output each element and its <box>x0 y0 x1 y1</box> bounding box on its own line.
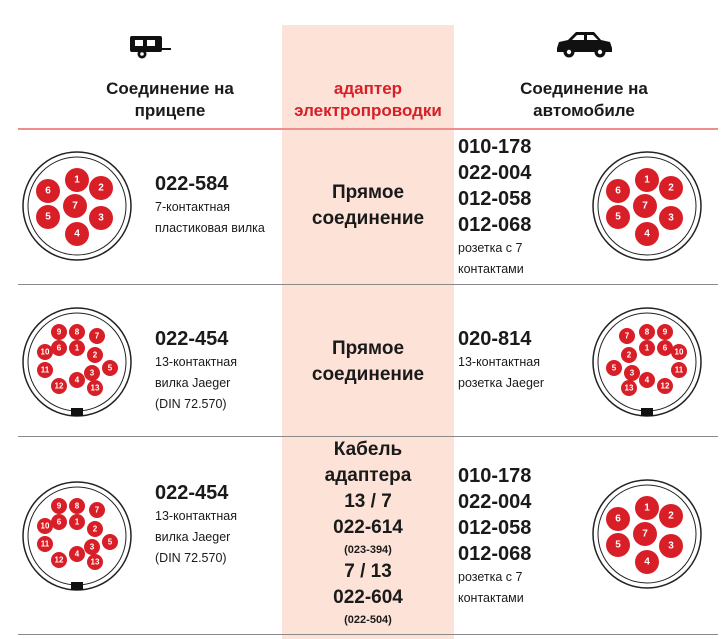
svg-text:3: 3 <box>89 542 95 552</box>
svg-text:3: 3 <box>668 212 674 224</box>
adapter-text: адаптера <box>324 465 412 486</box>
svg-text:1: 1 <box>74 343 80 353</box>
svg-text:6: 6 <box>662 343 668 353</box>
svg-text:2: 2 <box>92 350 98 360</box>
svg-text:13: 13 <box>624 383 634 393</box>
adapter-info <box>282 437 454 629</box>
svg-text:4: 4 <box>74 228 80 240</box>
svg-text:13: 13 <box>90 557 100 567</box>
svg-text:3: 3 <box>668 540 674 552</box>
header-text: прицепе <box>134 101 206 120</box>
svg-text:11: 11 <box>40 539 50 549</box>
part-code: 022-454 <box>155 328 229 350</box>
adapter-text: соединение <box>311 208 425 229</box>
svg-text:3: 3 <box>629 368 635 378</box>
part-code: 022-004 <box>458 162 532 184</box>
svg-text:4: 4 <box>644 228 650 240</box>
part-desc: розетка с 7 <box>458 241 523 255</box>
svg-text:7: 7 <box>624 331 630 341</box>
adapter-text: соединение <box>311 364 425 385</box>
part-code: 012-058 <box>458 517 532 539</box>
svg-text:1: 1 <box>644 343 650 353</box>
row-divider <box>18 634 718 635</box>
svg-text:5: 5 <box>615 539 621 551</box>
svg-text:6: 6 <box>615 185 621 197</box>
svg-text:7: 7 <box>642 200 648 212</box>
svg-text:7: 7 <box>94 331 100 341</box>
svg-text:8: 8 <box>74 501 80 511</box>
part-code: 022-004 <box>458 491 532 513</box>
svg-text:8: 8 <box>644 327 650 337</box>
part-code: 012-068 <box>458 214 532 236</box>
svg-text:2: 2 <box>626 350 632 360</box>
part-desc: контактами <box>458 591 524 605</box>
svg-text:5: 5 <box>615 211 621 223</box>
header-text: электропроводки <box>294 101 442 120</box>
svg-text:6: 6 <box>56 343 62 353</box>
svg-text:12: 12 <box>54 381 64 391</box>
part-code: 012-058 <box>458 188 532 210</box>
header-text: автомобиле <box>533 101 635 120</box>
vehicle-connection-header <box>464 78 704 122</box>
part-desc: пластиковая вилка <box>155 221 265 235</box>
part-desc: 13-контактная <box>458 355 541 369</box>
adapter-text: 7 / 13 <box>344 561 392 582</box>
svg-text:5: 5 <box>611 363 617 373</box>
svg-text:5: 5 <box>45 211 51 223</box>
svg-text:5: 5 <box>107 537 113 547</box>
header-divider <box>18 128 718 130</box>
svg-text:11: 11 <box>674 365 684 375</box>
part-desc: розетка с 7 <box>458 570 523 584</box>
svg-text:8: 8 <box>74 327 80 337</box>
adapter-text: Кабель <box>333 439 403 460</box>
part-desc: (DIN 72.570) <box>155 397 227 411</box>
svg-text:10: 10 <box>40 347 50 357</box>
trailer-info <box>155 480 237 569</box>
svg-text:7: 7 <box>642 528 648 540</box>
part-code: 012-068 <box>458 543 532 565</box>
trailer-info <box>155 326 237 415</box>
svg-text:7: 7 <box>94 505 100 515</box>
part-desc: контактами <box>458 262 524 276</box>
part-desc: 13-контактная <box>155 355 238 369</box>
part-desc: 13-контактная <box>155 509 238 523</box>
part-code: 020-814 <box>458 328 532 350</box>
svg-text:1: 1 <box>644 174 650 186</box>
svg-text:6: 6 <box>45 185 51 197</box>
svg-text:4: 4 <box>74 549 80 559</box>
trailer-info <box>155 171 265 239</box>
adapter-text: (023-394) <box>344 544 392 556</box>
svg-text:2: 2 <box>92 524 98 534</box>
header-text: адаптер <box>333 79 403 98</box>
vehicle-info <box>458 134 531 280</box>
adapter-text: 022-604 <box>333 587 403 608</box>
svg-text:5: 5 <box>107 363 113 373</box>
connector-7-pin-icon <box>591 478 703 590</box>
svg-text:4: 4 <box>644 556 650 568</box>
adapter-text: Прямое <box>331 338 405 359</box>
svg-text:12: 12 <box>54 555 64 565</box>
adapter-text: 13 / 7 <box>344 491 392 512</box>
part-desc: 7-контактная <box>155 200 231 214</box>
part-code: 010-178 <box>458 136 532 158</box>
adapter-info <box>282 180 454 232</box>
svg-text:1: 1 <box>644 502 650 514</box>
svg-text:12: 12 <box>660 381 670 391</box>
header-text: Соединение на <box>106 79 234 98</box>
svg-text:9: 9 <box>662 327 668 337</box>
trailer-icon <box>128 34 172 60</box>
part-code: 010-178 <box>458 465 532 487</box>
svg-text:4: 4 <box>74 375 80 385</box>
trailer-connection-header <box>70 78 270 122</box>
connector-13-pin-icon <box>591 306 703 418</box>
connector-13-pin-icon <box>21 480 133 592</box>
svg-text:2: 2 <box>668 182 674 194</box>
svg-text:1: 1 <box>74 517 80 527</box>
connector-7-pin-icon <box>591 150 703 262</box>
car-icon <box>554 28 614 60</box>
part-code: 022-584 <box>155 173 229 195</box>
adapter-info <box>282 336 454 388</box>
adapter-text: 022-614 <box>333 517 403 538</box>
part-desc: вилка Jaeger <box>155 376 231 390</box>
svg-text:10: 10 <box>40 521 50 531</box>
part-code: 022-454 <box>155 482 229 504</box>
adapter-text: (022-504) <box>344 614 392 626</box>
svg-text:4: 4 <box>644 375 650 385</box>
svg-text:10: 10 <box>674 347 684 357</box>
svg-text:1: 1 <box>74 174 80 186</box>
svg-text:7: 7 <box>72 200 78 212</box>
adapter-text: Прямое <box>331 182 405 203</box>
svg-text:2: 2 <box>98 182 104 194</box>
svg-text:6: 6 <box>56 517 62 527</box>
connector-7-pin-icon <box>21 150 133 262</box>
svg-text:6: 6 <box>615 513 621 525</box>
row-divider <box>18 284 718 285</box>
svg-text:3: 3 <box>89 368 95 378</box>
svg-text:9: 9 <box>56 501 62 511</box>
vehicle-info <box>458 463 531 609</box>
part-desc: вилка Jaeger <box>155 530 231 544</box>
part-desc: розетка Jaeger <box>458 376 545 390</box>
svg-text:11: 11 <box>40 365 50 375</box>
connector-13-pin-icon <box>21 306 133 418</box>
adapter-header <box>282 78 454 122</box>
svg-text:13: 13 <box>90 383 100 393</box>
part-desc: (DIN 72.570) <box>155 551 227 565</box>
header-text: Соединение на <box>520 79 648 98</box>
vehicle-info <box>458 326 544 394</box>
svg-text:3: 3 <box>98 212 104 224</box>
svg-text:9: 9 <box>56 327 62 337</box>
svg-text:2: 2 <box>668 510 674 522</box>
